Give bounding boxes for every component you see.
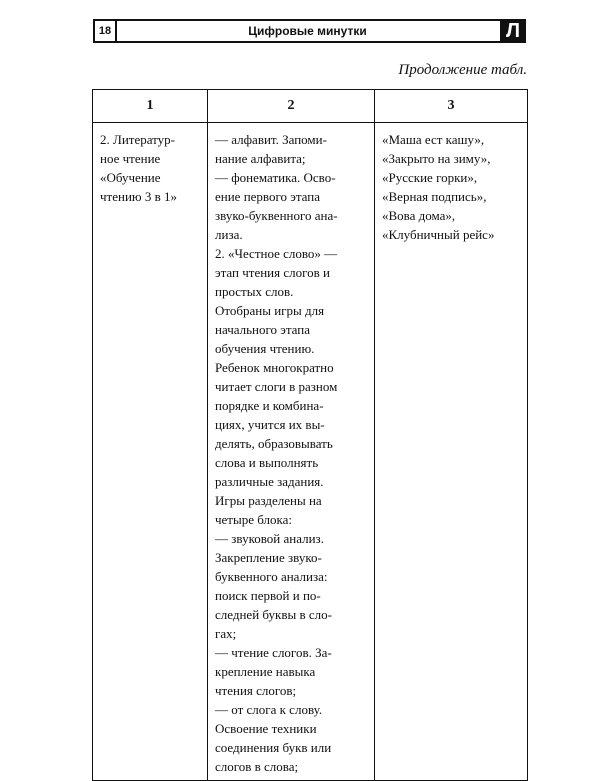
text-line: гах; (215, 626, 237, 641)
text-line: читает слоги в разном (215, 379, 338, 394)
text-line: лиза. (215, 227, 243, 242)
text-line: простых слов. (215, 284, 294, 299)
text-line: циях, учится их вы- (215, 417, 325, 432)
text-line: «Обучение (100, 170, 161, 185)
text-line: четыре блока: (215, 512, 293, 527)
text-line: буквенного анализа: (215, 569, 328, 584)
text-line: поиск первой и по- (215, 588, 321, 603)
section-letter-badge: Л (500, 19, 526, 43)
cell-description (208, 123, 375, 781)
text-line: Закрепление звуко- (215, 550, 322, 565)
text-line: Игры разделены на (215, 493, 322, 508)
text-line: — чтение слогов. За- (215, 645, 332, 660)
text-line: 2. «Честное слово» — (215, 246, 338, 261)
table-continuation-label: Продолжение табл. (398, 62, 527, 78)
text-line: Освоение техники (215, 721, 317, 736)
text-line: — фонематика. Осво- (215, 170, 336, 185)
text-line: «Клубничный рейс» (382, 227, 495, 242)
text-line: 2. Литератур- (100, 132, 175, 147)
text-line: чтению 3 в 1» (100, 189, 178, 204)
text-line: крепление навыка (215, 664, 316, 679)
text-line: делять, образовывать (215, 436, 333, 451)
text-line: «Русские горки», (382, 170, 478, 185)
text-line: ное чтение (100, 151, 161, 166)
text-line: «Вова дома», (382, 208, 456, 223)
page-number: 18 (95, 21, 117, 41)
text-line: «Закрыто на зиму», (382, 151, 491, 166)
text-line: начального этапа (215, 322, 311, 337)
column-header-2: 2 (208, 90, 375, 123)
text-line: «Верная подпись», (382, 189, 487, 204)
text-line: — алфавит. Запоми- (215, 132, 327, 147)
text-line: этап чтения слогов и (215, 265, 330, 280)
text-line: ение первого этапа (215, 189, 320, 204)
text-line: Ребенок многократно (215, 360, 334, 375)
text-line: звуко-буквенного ана- (215, 208, 338, 223)
text-line: порядке и комбина- (215, 398, 324, 413)
cell-games (375, 123, 528, 781)
text-line: — звуковой анализ. (215, 531, 324, 546)
cell-subject (93, 123, 208, 781)
text-line: следней буквы в сло- (215, 607, 332, 622)
text-line: слова и выполнять (215, 455, 319, 470)
text-line: чтения слогов; (215, 683, 297, 698)
running-title: Цифровые минутки (248, 24, 367, 38)
text-line: Отобраны игры для (215, 303, 325, 318)
text-line: обучения чтению. (215, 341, 315, 356)
text-line: соединения букв или (215, 740, 332, 755)
column-header-1: 1 (93, 90, 208, 123)
column-header-3: 3 (375, 90, 528, 123)
table-row (93, 123, 528, 781)
text-line: различные задания. (215, 474, 324, 489)
table-header-row (93, 90, 528, 123)
text-line: слогов в слова; (215, 759, 299, 774)
page-header (93, 19, 526, 43)
text-line: «Маша ест кашу», (382, 132, 485, 147)
text-line: нание алфавита; (215, 151, 306, 166)
content-table (92, 89, 528, 781)
text-line: — от слога к слову. (215, 702, 323, 717)
